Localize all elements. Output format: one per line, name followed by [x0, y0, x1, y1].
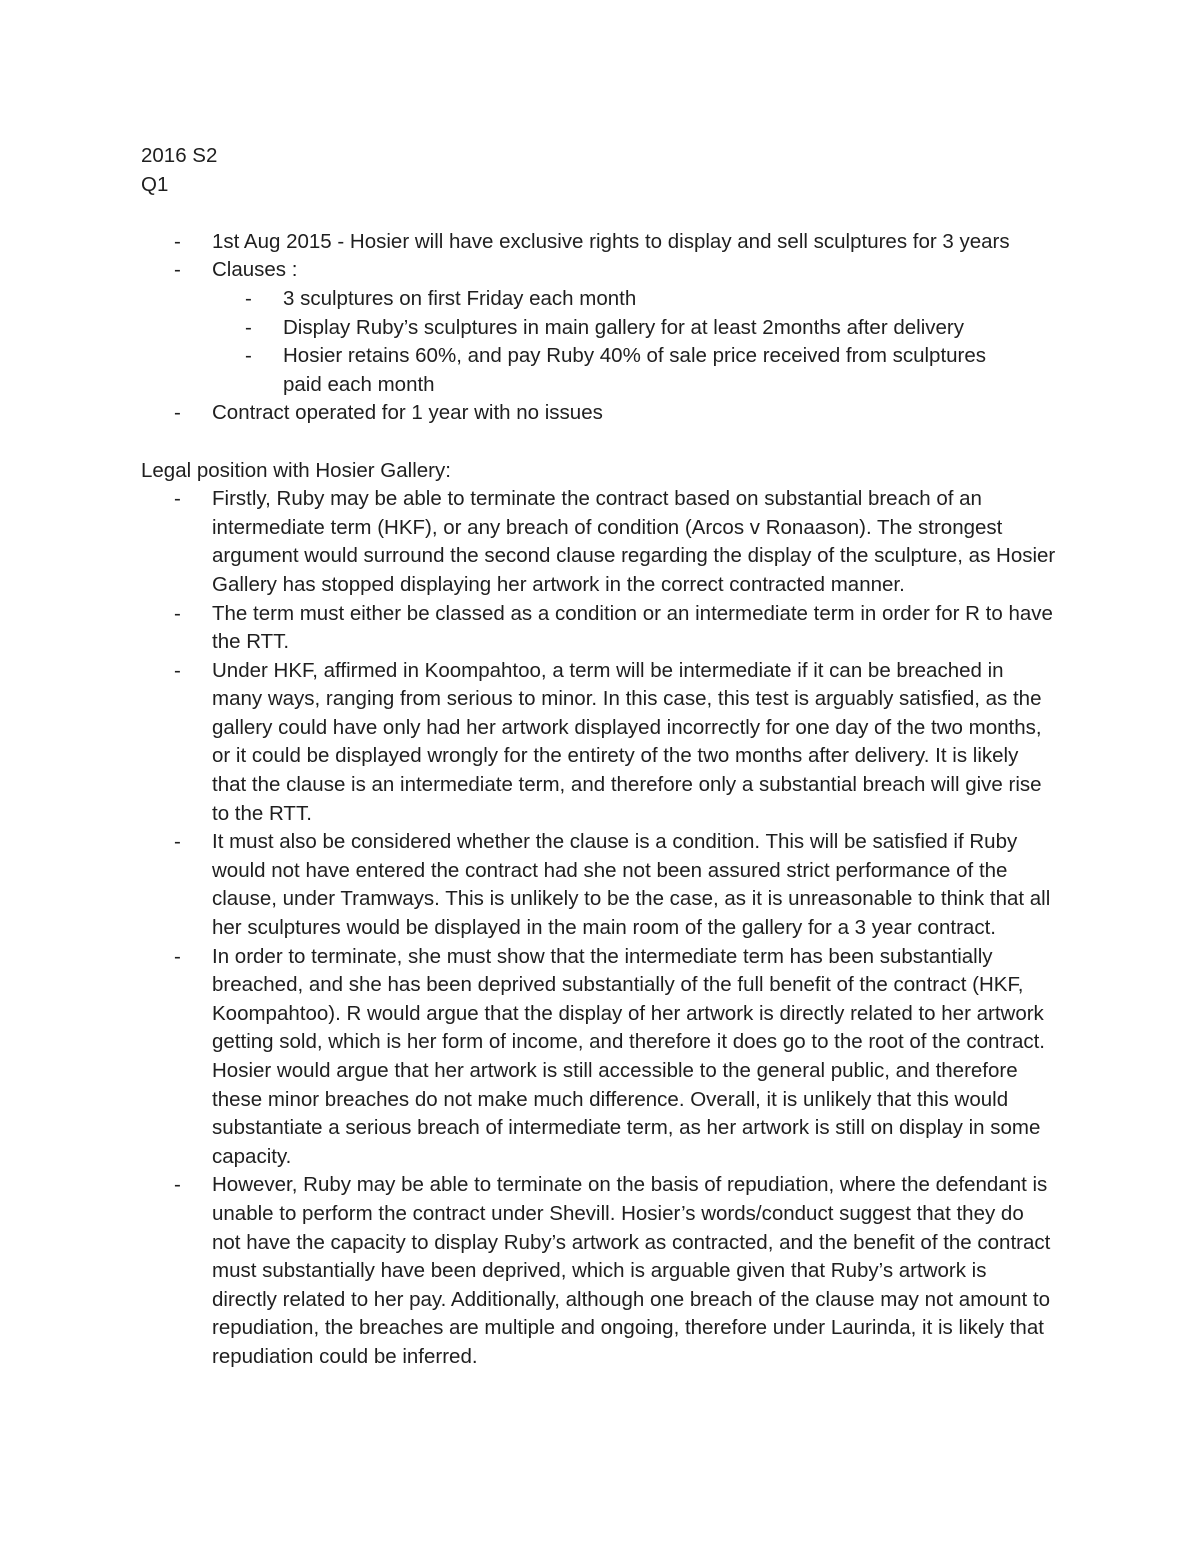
bullet-dash: - [174, 1173, 181, 1197]
list-item [212, 285, 1061, 314]
list-item-text: Firstly, Ruby may be able to terminate the contract based on substantial breach of an intermediate term (HKF), or any breach of condition (Arcos v Ronaason). The strongest argument would surround the second clause regarding the display of the sculpture, as Hosier Gallery has stopped displaying her artwork in the correct contracted manner. [212, 487, 1056, 596]
document-title: 2016 S2 [141, 144, 218, 167]
clauses-list [141, 285, 1061, 399]
list-item-text: However, Ruby may be able to terminate on the basis of repudiation, where the defendant is unable to perform the contract under Shevill. Hosier’s words/conduct suggest that they do not have the capacity to display Ruby’s artwork as contracted, and the benefit of the contract must substantially have been deprived, which is arguable given that Ruby’s artwork is directly related to her pay. Additionally, although one breach of the clause may not amount to repudiation, the breaches are multiple and ongoing, therefore under Laurinda, it is likely that repudiation could be inferred. [212, 1173, 1051, 1368]
document-body [141, 142, 1061, 1372]
bullet-dash: - [174, 658, 181, 682]
list-item-text: It must also be considered whether the clause is a condition. This will be satisfied if Ruby would not have entered the contract had she not been assured strict performance of the clause, under Tramways. This is unlikely to be the case, as it is unreasonable to think that all her sculptures would be displayed in the main room of the gallery for a 3 year contract. [212, 830, 1051, 940]
list-item-text: Under HKF, affirmed in Koompahtoo, a term will be intermediate if it can be breached in many ways, ranging from serious to minor. In this case, this test is arguably satisfied, as the gallery could have only had her artwork displayed incorrectly for one day of the two months, or it could be displayed wrongly for the entirety of the two months after delivery. It is likely that the clause is an intermediate term, and therefore only a substantial breach will give rise to the RTT. [212, 658, 1042, 825]
list-item [212, 314, 1061, 343]
list-item-text: 1st Aug 2015 - Hosier will have exclusive rights to display and sell sculptures for 3 years [212, 229, 1010, 253]
list-item [141, 485, 1061, 599]
spacer [141, 428, 1061, 457]
bullet-dash: - [245, 344, 252, 368]
list-item-text: Hosier retains 60%, and pay Ruby 40% of sale price received from sculptures paid each month [283, 344, 987, 396]
list-item-text: Contract operated for 1 year with no issues [212, 401, 603, 425]
list-item [141, 399, 1061, 428]
legal-points-list [141, 485, 1061, 1371]
list-item-text: Display Ruby’s sculptures in main gallery for at least 2months after delivery [283, 315, 964, 339]
bullet-dash: - [245, 286, 252, 310]
list-item [141, 600, 1061, 657]
question-label: Q1 [141, 172, 169, 196]
spacer [141, 199, 1061, 228]
list-item [141, 828, 1061, 942]
list-item [212, 342, 1061, 399]
bullet-dash: - [174, 830, 181, 854]
list-item [141, 228, 1061, 257]
bullet-dash: - [174, 229, 181, 253]
list-item [141, 256, 1061, 399]
bullet-dash: - [245, 315, 252, 339]
facts-list [141, 228, 1061, 428]
bullet-dash: - [174, 601, 181, 625]
bullet-dash: - [174, 944, 181, 968]
list-item-text: 3 sculptures on first Friday each month [283, 286, 637, 310]
list-item [141, 657, 1061, 829]
list-item [141, 1171, 1061, 1371]
list-item-text: In order to terminate, she must show that the intermediate term has been substantially breached, and she has been deprived substantially of the full benefit of the contract (HKF, Koompahtoo). R would argue that the display of her artwork is directly related to her artwork getting sold, which is her form of income, and therefore it does go to the root of the contract. Hosier would argue that her artwork is still accessible to the general public, and therefore these minor breaches do not make much difference. Overall, it is unlikely that this would substantiate a serious breach of intermediate term, as her artwork is still on display in some capacity. [212, 944, 1045, 1168]
section-heading: Legal position with Hosier Gallery: [141, 458, 451, 482]
list-item [141, 943, 1061, 1172]
bullet-dash: - [174, 487, 181, 511]
list-item-text: The term must either be classed as a condition or an intermediate term in order for R to have the RTT. [212, 601, 1053, 654]
list-item-text: Clauses : [212, 258, 298, 282]
bullet-dash: - [174, 258, 181, 282]
bullet-dash: - [174, 401, 181, 425]
